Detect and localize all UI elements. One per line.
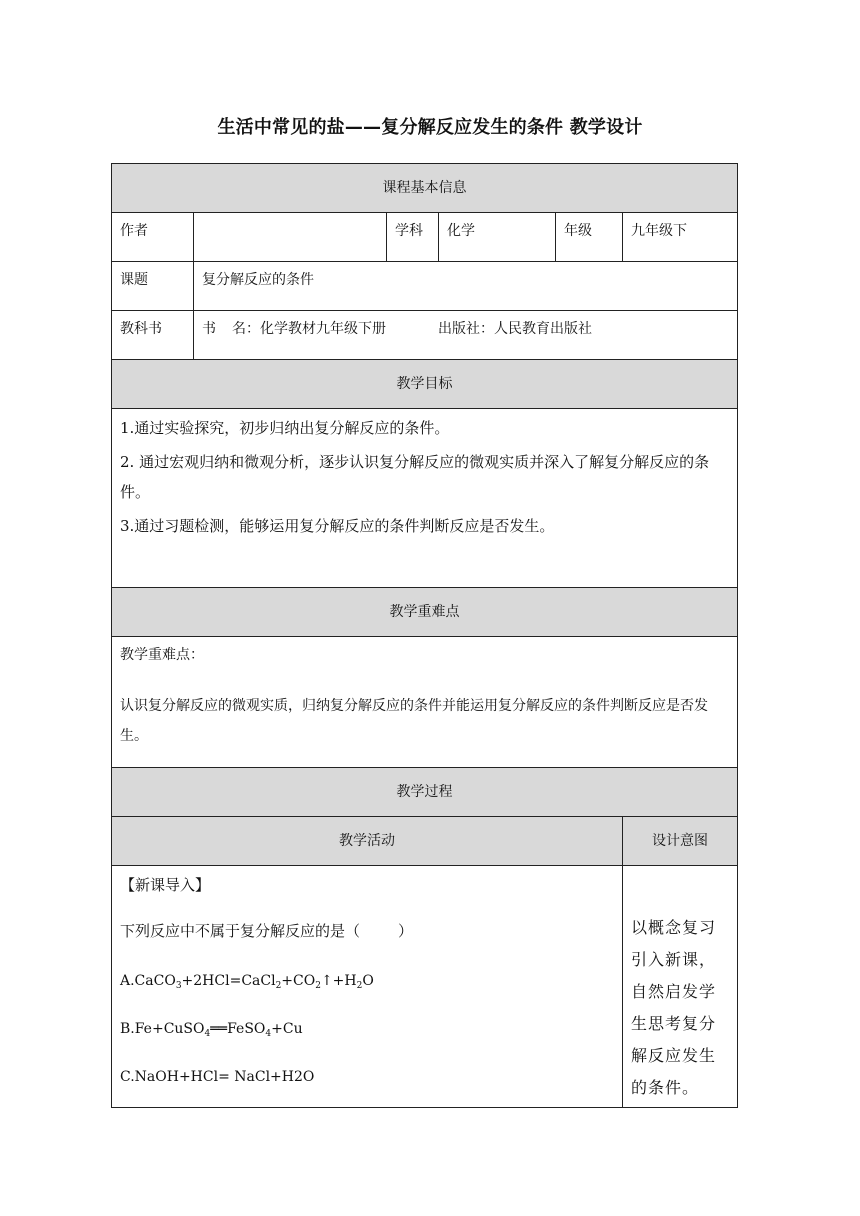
intent-cell: 以概念复习引入新课，自然启发学生思考复分解反应发生的条件。 <box>623 866 738 1108</box>
goal-item: 3.通过习题检测，能够运用复分解反应的条件判断反应是否发生。 <box>120 517 555 535</box>
textbook-value <box>194 311 738 360</box>
page-title: 生活中常见的盐——复分解反应发生的条件 教学设计 <box>217 117 643 138</box>
topic-label: 课题 <box>112 262 194 311</box>
subject-value: 化学 <box>439 213 556 262</box>
option-b: B.Fe+CuSO$_4$══FeSO$_4$+Cu <box>120 1021 303 1039</box>
focus-text: 认识复分解反应的微观实质，归纳复分解反应的条件并能运用复分解反应的条件判断反应是否发生。 <box>120 698 708 744</box>
option-a: $A.CaCO_3+2HCl=CaCl_2+CO_2↑+H_2O$ <box>120 973 374 991</box>
textbook-label: 教科书 <box>112 311 194 360</box>
intent-column-header: 设计意图 <box>623 817 738 866</box>
focus-content <box>112 637 738 768</box>
book-prefix: 书 <box>202 321 216 337</box>
grade-value: 九年级下 <box>623 213 738 262</box>
goal-item: 1.通过实验探究，初步归纳出复分解反应的条件。 <box>120 419 450 437</box>
activity-column-header: 教学活动 <box>112 817 623 866</box>
focus-label: 教学重难点： <box>120 647 204 663</box>
goal-item: 2. 通过宏观归纳和微观分析，逐步认识复分解反应的微观实质并深入了解复分解反应的条件。 <box>120 453 710 501</box>
activity-cell <box>112 866 623 1108</box>
subject-label: 学科 <box>387 213 439 262</box>
book-name: 名：化学教材九年级下册 <box>232 321 386 337</box>
basic-info-header: 课程基本信息 <box>112 164 738 213</box>
topic-value: 复分解反应的条件 <box>194 262 738 311</box>
grade-label: 年级 <box>556 213 623 262</box>
author-label: 作者 <box>112 213 194 262</box>
publisher: 出版社：人民教育出版社 <box>438 321 592 337</box>
focus-header: 教学重难点 <box>112 588 738 637</box>
goals-header: 教学目标 <box>112 360 738 409</box>
question-text: 下列反应中不属于复分解反应的是（ ） <box>120 922 414 940</box>
intro-title: 【新课导入】 <box>120 876 211 894</box>
process-header: 教学过程 <box>112 768 738 817</box>
author-value <box>194 213 387 262</box>
goals-content <box>112 409 738 588</box>
option-c: C.NaOH+HCl= NaCl+H2O <box>120 1069 315 1085</box>
lesson-plan-table <box>111 163 738 1108</box>
